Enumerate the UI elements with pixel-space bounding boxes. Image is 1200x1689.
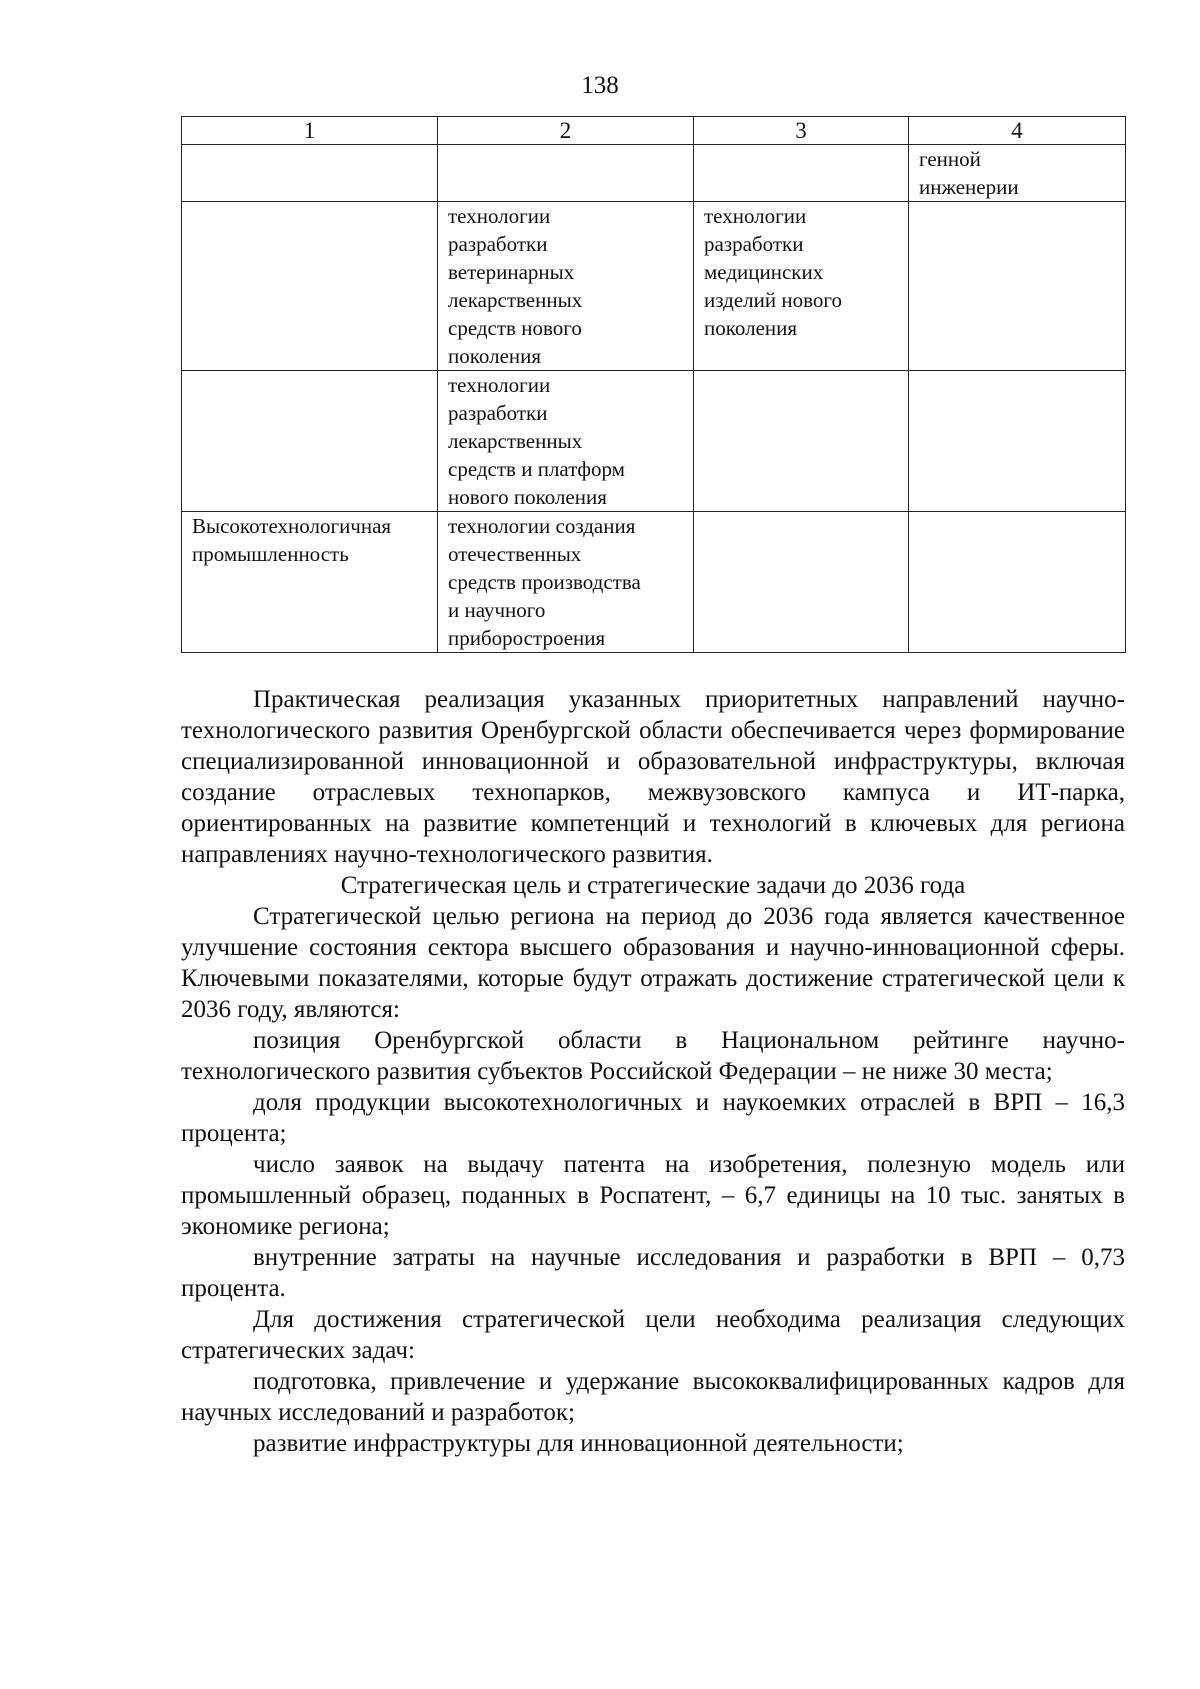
table-cell: технологии разработки лекарственных средств и платформ нового поколения — [438, 371, 694, 512]
paragraph: Стратегической целью региона на период до 2036 года является качественное улучшение состояния сектора высшего образования и научно-инновационной сферы. Ключевыми показателями, которые будут отражать достижение стратегической цели к 2036 году, являются: — [181, 903, 1125, 1023]
table-row — [182, 145, 1126, 202]
table-cell — [182, 202, 438, 371]
table-header-cell: 4 — [909, 117, 1126, 145]
table-cell — [182, 145, 438, 202]
table-cell — [694, 371, 909, 512]
page-number: 138 — [581, 72, 619, 99]
table-cell — [182, 371, 438, 512]
table-cell: технологии создания отечественных средств производства и научного приборостроения — [438, 512, 694, 653]
table-cell: Высокотехнологичная промышленность — [182, 512, 438, 653]
table-header-row — [182, 117, 1126, 145]
table-header-cell: 3 — [694, 117, 909, 145]
paragraph: доля продукции высокотехнологичных и наукоемких отраслей в ВРП – 16,3 процента; — [181, 1089, 1125, 1147]
table-row — [182, 202, 1126, 371]
table-cell: технологии разработки ветеринарных лекарственных средств нового поколения — [438, 202, 694, 371]
table-cell — [909, 371, 1126, 512]
paragraph: внутренние затраты на научные исследования и разработки в ВРП – 0,73 процента. — [181, 1244, 1125, 1302]
paragraph: позиция Оренбургской области в Национальном рейтинге научно-технологического развития субъектов Российской Федерации – не ниже 30 места; — [181, 1027, 1125, 1085]
table-cell — [438, 145, 694, 202]
table-cell — [909, 202, 1126, 371]
table-row — [182, 371, 1126, 512]
paragraph: Практическая реализация указанных приоритетных направлений научно-технологического развития Оренбургской области обеспечивается через формирование специализированной инновационной и образовательной инфраструктуры, включая создание отраслевых технопарков, межвузовского кампуса и ИТ-парка, ориентированных на развитие компетенций и технологий в ключевых для региона направлениях научно-технологического развития. — [181, 686, 1125, 868]
table-cell: генной инженерии — [909, 145, 1126, 202]
table-row — [182, 512, 1126, 653]
paragraph: подготовка, привлечение и удержание высококвалифицированных кадров для научных исследований и разработок; — [181, 1368, 1125, 1426]
table-cell — [909, 512, 1126, 653]
table-header-cell: 1 — [182, 117, 438, 145]
paragraph: число заявок на выдачу патента на изобретения, полезную модель или промышленный образец, поданных в Роспатент, – 6,7 единицы на 10 тыс. занятых в экономике региона; — [181, 1151, 1125, 1240]
table-header-cell: 2 — [438, 117, 694, 145]
document-body — [181, 684, 1125, 1459]
paragraph: развитие инфраструктуры для инновационной деятельности; — [253, 1430, 904, 1457]
table-cell: технологии разработки медицинских изделий нового поколения — [694, 202, 909, 371]
table-cell — [694, 145, 909, 202]
priority-directions-table — [181, 116, 1126, 653]
table-cell — [694, 512, 909, 653]
paragraph: Для достижения стратегической цели необходима реализация следующих стратегических задач: — [181, 1306, 1125, 1364]
section-heading: Стратегическая цель и стратегические задачи до 2036 года — [340, 872, 966, 899]
